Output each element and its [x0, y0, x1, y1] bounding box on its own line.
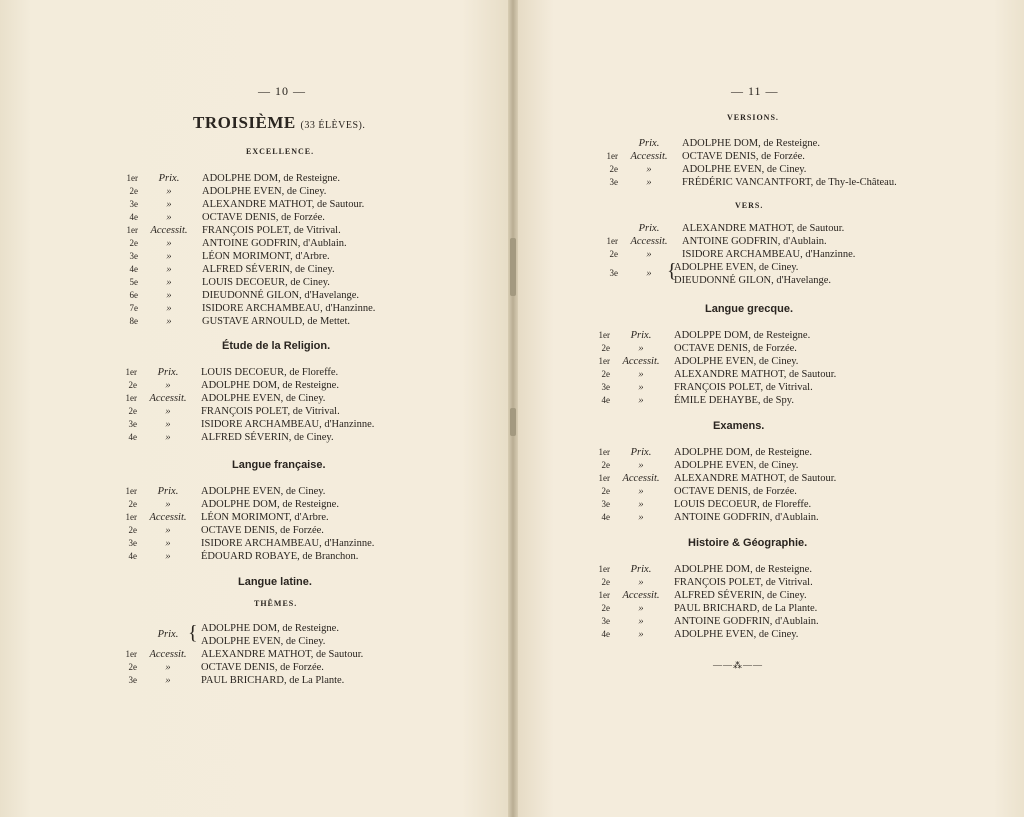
rank: 1er [598, 447, 610, 457]
award-kind: » [165, 675, 171, 686]
list-item [600, 151, 1000, 163]
student-name: ALFRED SÉVERIN, de Ciney. [674, 590, 807, 601]
student-name: ISIDORE ARCHAMBEAU, d'Hanzinne. [201, 419, 375, 430]
award-kind: » [165, 419, 171, 430]
student-name: ADOLPHE DOM, de Resteigne. [674, 564, 812, 575]
list-item [600, 223, 1000, 235]
rank: 2e [128, 525, 137, 535]
rank: 7e [129, 303, 138, 313]
award-kind: » [646, 177, 652, 188]
list-item [592, 369, 992, 381]
list-item [120, 264, 520, 276]
rank: 1er [598, 330, 610, 340]
list-item [120, 303, 520, 315]
student-name: OCTAVE DENIS, de Forzée. [201, 662, 324, 673]
list-item [119, 367, 519, 379]
award-kind: Accessit. [622, 473, 660, 484]
student-name: ADOLPHE DOM, de Resteigne. [682, 138, 820, 149]
rank: 8e [129, 316, 138, 326]
award-kind: » [638, 395, 644, 406]
award-kind: » [638, 460, 644, 471]
list-item [600, 249, 1000, 261]
student-name: ADOLPHE DOM, de Resteigne. [201, 499, 339, 510]
list-item [119, 538, 519, 550]
rank: 1er [606, 151, 618, 161]
award-kind: » [166, 186, 172, 197]
list-item [119, 393, 519, 405]
rank: 4e [128, 432, 137, 442]
list-item [592, 564, 992, 576]
list-item [592, 512, 992, 524]
list-item [120, 290, 520, 302]
rank: 3e [129, 251, 138, 261]
award-kind: » [166, 212, 172, 223]
rank: 4e [601, 512, 610, 522]
rank: 4e [128, 551, 137, 561]
list-item [592, 577, 992, 589]
rank: 1er [126, 173, 138, 183]
section-heading-francaise: Langue française. [232, 459, 326, 471]
rank: 3e [128, 538, 137, 548]
list-item [120, 173, 520, 185]
award-kind: » [638, 499, 644, 510]
award-kind: Prix. [157, 486, 179, 497]
rank: 2e [128, 380, 137, 390]
student-name: LÉON MORIMONT, d'Arbre. [201, 512, 329, 523]
list-item [120, 251, 520, 263]
section-heading-latine: Langue latine. [238, 576, 312, 588]
rank: 2e [601, 486, 610, 496]
student-name: ÉDOUARD ROBAYE, de Branchon. [201, 551, 359, 562]
student-name: ALEXANDRE MATHOT, de Sautour. [201, 649, 364, 660]
list-item [592, 395, 992, 407]
list-item [592, 382, 992, 394]
rank: 3e [601, 499, 610, 509]
rank: 2e [609, 249, 618, 259]
rank: 3e [128, 419, 137, 429]
award-kind: Accessit. [630, 151, 668, 162]
award-kind: » [638, 512, 644, 523]
student-name: DIEUDONNÉ GILON, d'Havelange. [674, 275, 832, 286]
list-item [592, 460, 992, 472]
award-kind: » [646, 249, 652, 260]
rank: 2e [129, 186, 138, 196]
list-item [600, 138, 1000, 150]
student-name: ALEXANDRE MATHOT, de Sautour. [202, 199, 365, 210]
list-item [592, 356, 992, 368]
award-kind: » [166, 251, 172, 262]
binding-stitch [510, 238, 516, 296]
rank: 3e [129, 199, 138, 209]
rank: 1er [598, 473, 610, 483]
right-page [513, 0, 1024, 817]
student-count: (33 ÉLÈVES). [300, 120, 366, 131]
list-item [120, 199, 520, 211]
student-name: ALEXANDRE MATHOT, de Sautour. [674, 369, 837, 380]
award-kind: » [165, 551, 171, 562]
list-item [592, 343, 992, 355]
rank: 1er [598, 590, 610, 600]
rank: 3e [128, 675, 137, 685]
rank: 5e [129, 277, 138, 287]
list-item [120, 277, 520, 289]
rank: 6e [129, 290, 138, 300]
student-name: OCTAVE DENIS, de Forzée. [682, 151, 805, 162]
list-item [119, 406, 519, 418]
rank: 3e [601, 382, 610, 392]
list-item [119, 432, 519, 444]
student-name: ADOLPHE EVEN, de Ciney. [674, 460, 799, 471]
student-name: ISIDORE ARCHAMBEAU, d'Hanzinne. [201, 538, 375, 549]
list-item [120, 238, 520, 250]
student-name: OCTAVE DENIS, de Forzée. [674, 486, 797, 497]
rank: 1er [598, 356, 610, 366]
award-kind: » [646, 164, 652, 175]
student-name: ADOLPHE EVEN, de Ciney. [201, 486, 326, 497]
award-kind: » [166, 238, 172, 249]
student-name: ADOLPPE DOM, de Resteigne. [674, 330, 811, 341]
student-name: ADOLPHE DOM, de Resteigne. [201, 380, 339, 391]
rank: 1er [126, 225, 138, 235]
brace: { [667, 260, 677, 282]
student-name: LÉON MORIMONT, d'Arbre. [202, 251, 330, 262]
award-kind: » [166, 264, 172, 275]
student-name: ANTOINE GODFRIN, d'Aublain. [674, 616, 819, 627]
list-item [592, 603, 992, 615]
list-item [119, 636, 379, 648]
rank: 1er [125, 649, 137, 659]
student-name: DIEUDONNÉ GILON, d'Havelange. [202, 290, 360, 301]
list-item [119, 499, 519, 511]
award-kind: » [165, 662, 171, 673]
award-kind: Accessit. [630, 236, 668, 247]
list-item [592, 330, 992, 342]
rank: 3e [609, 268, 618, 278]
page-number: — 11 — [731, 84, 779, 98]
student-name: ISIDORE ARCHAMBEAU, d'Hanzinne. [682, 249, 856, 260]
rank: 3e [601, 616, 610, 626]
award-kind: » [638, 343, 644, 354]
student-name: FRANÇOIS POLET, de Vitrival. [202, 225, 341, 236]
section-heading-grecque: Langue grecque. [705, 303, 794, 315]
student-name: ANTOINE GODFRIN, d'Aublain. [674, 512, 819, 523]
award-kind: » [165, 525, 171, 536]
student-name: ALFRED SÉVERIN, de Ciney. [201, 432, 334, 443]
award-kind: » [165, 406, 171, 417]
rank: 2e [128, 499, 137, 509]
list-item [120, 212, 520, 224]
list-item [600, 236, 1000, 248]
student-name: ADOLPHE EVEN, de Ciney. [674, 629, 799, 640]
list-item [120, 186, 520, 198]
rank: 3e [609, 177, 618, 187]
award-kind: Accessit. [149, 393, 187, 404]
list-item [119, 419, 519, 431]
list-item [592, 590, 992, 602]
student-name: OCTAVE DENIS, de Forzée. [202, 212, 325, 223]
brace: { [188, 622, 198, 644]
award-kind: » [638, 382, 644, 393]
page-title [193, 113, 365, 133]
award-kind: Prix. [638, 223, 660, 234]
list-item [592, 262, 992, 274]
section-heading-examens: Examens. [713, 420, 765, 432]
student-name: PAUL BRICHARD, de La Plante. [201, 675, 345, 686]
student-name: ADOLPHE EVEN, de Ciney. [202, 186, 327, 197]
award-kind: » [165, 499, 171, 510]
list-item [119, 551, 519, 563]
list-item [592, 447, 992, 459]
student-name: ADOLPHE EVEN, de Ciney. [674, 262, 799, 273]
student-name: LOUIS DECOEUR, de Ciney. [202, 277, 330, 288]
award-kind: » [638, 629, 644, 640]
list-item [592, 629, 992, 641]
student-name: ISIDORE ARCHAMBEAU, d'Hanzinne. [202, 303, 376, 314]
list-item [592, 616, 992, 628]
section-label-themes: THÊMES. [254, 599, 298, 608]
award-kind: » [638, 486, 644, 497]
award-kind: » [638, 603, 644, 614]
award-kind: » [646, 268, 652, 279]
award-kind: » [166, 290, 172, 301]
award-kind: Prix. [630, 564, 652, 575]
class-name: TROISIÈME [193, 113, 296, 132]
student-name: FRÉDÉRIC VANCANTFORT, de Thy-le-Château. [682, 177, 897, 188]
award-kind: » [638, 369, 644, 380]
award-kind: » [166, 277, 172, 288]
student-name: ALEXANDRE MATHOT, de Sautour. [674, 473, 837, 484]
award-kind: Accessit. [149, 512, 187, 523]
list-item [119, 662, 519, 674]
rank: 1er [125, 512, 137, 522]
award-kind: » [165, 538, 171, 549]
binding-stitch [510, 408, 516, 436]
student-name: ADOLPHE DOM, de Resteigne. [202, 173, 340, 184]
award-kind: » [166, 303, 172, 314]
student-name: ADOLPHE EVEN, de Ciney. [201, 393, 326, 404]
rank: 1er [125, 367, 137, 377]
rank: 4e [601, 395, 610, 405]
award-kind: » [165, 380, 171, 391]
section-label-excellence: EXCELLENCE. [246, 147, 315, 156]
student-name: ALFRED SÉVERIN, de Ciney. [202, 264, 335, 275]
student-name: FRANÇOIS POLET, de Vitrival. [674, 577, 813, 588]
section-heading-religion: Étude de la Religion. [222, 340, 331, 352]
list-item [600, 164, 1000, 176]
list-item [119, 380, 519, 392]
student-name: LOUIS DECOEUR, de Floreffe. [201, 367, 339, 378]
rank: 1er [606, 236, 618, 246]
student-name: ADOLPHE EVEN, de Ciney. [674, 356, 799, 367]
award-kind: » [166, 199, 172, 210]
rank: 2e [601, 369, 610, 379]
award-kind: Prix. [630, 447, 652, 458]
list-item [119, 623, 379, 635]
section-label-vers: VERS. [735, 201, 764, 210]
award-kind: Accessit. [622, 356, 660, 367]
award-kind: Prix. [638, 138, 660, 149]
list-item [119, 486, 519, 498]
rank: 2e [601, 577, 610, 587]
list-item [592, 275, 992, 287]
award-kind: Prix. [157, 367, 179, 378]
student-name: ÉMILE DEHAYBE, de Spy. [674, 395, 794, 406]
student-name: OCTAVE DENIS, de Forzée. [674, 343, 797, 354]
ornament: ——⁂—— [713, 660, 763, 670]
rank: 4e [601, 629, 610, 639]
list-item [600, 177, 1000, 189]
student-name: ADOLPHE EVEN, de Ciney. [682, 164, 807, 175]
rank: 1er [598, 564, 610, 574]
student-name: ADOLPHE DOM, de Resteigne. [674, 447, 812, 458]
rank: 1er [125, 393, 137, 403]
section-label-versions: VERSIONS. [727, 113, 779, 122]
student-name: ANTOINE GODFRIN, d'Aublain. [682, 236, 827, 247]
student-name: LOUIS DECOEUR, de Floreffe. [674, 499, 812, 510]
list-item [120, 316, 520, 328]
list-item [592, 473, 992, 485]
award-kind: » [638, 616, 644, 627]
list-item [592, 486, 992, 498]
award-kind: » [165, 432, 171, 443]
rank: 2e [601, 343, 610, 353]
student-name: ANTOINE GODFRIN, d'Aublain. [202, 238, 347, 249]
student-name: OCTAVE DENIS, de Forzée. [201, 525, 324, 536]
award-kind: Accessit. [150, 225, 188, 236]
list-item [119, 649, 519, 661]
award-kind: Prix. [630, 330, 652, 341]
rank: 4e [129, 264, 138, 274]
award-kind: » [638, 577, 644, 588]
award-kind: Accessit. [149, 649, 187, 660]
student-name: GUSTAVE ARNOULD, de Mettet. [202, 316, 350, 327]
rank: 2e [601, 603, 610, 613]
student-name: FRANÇOIS POLET, de Vitrival. [674, 382, 813, 393]
student-name: ADOLPHE DOM, de Resteigne. [201, 623, 339, 634]
rank: 4e [129, 212, 138, 222]
student-name: FRANÇOIS POLET, de Vitrival. [201, 406, 340, 417]
rank: 2e [601, 460, 610, 470]
rank: 1er [125, 486, 137, 496]
list-item [592, 499, 992, 511]
student-name: ALEXANDRE MATHOT, de Sautour. [682, 223, 845, 234]
list-item [119, 525, 519, 537]
rank: 2e [128, 662, 137, 672]
award-kind: Prix. [157, 629, 179, 640]
section-heading-histoire: Histoire & Géographie. [688, 537, 808, 549]
student-name: PAUL BRICHARD, de La Plante. [674, 603, 818, 614]
award-kind: Accessit. [622, 590, 660, 601]
rank: 2e [128, 406, 137, 416]
list-item [119, 512, 519, 524]
rank: 2e [129, 238, 138, 248]
student-name: ADOLPHE EVEN, de Ciney. [201, 636, 326, 647]
list-item [120, 225, 520, 237]
award-kind: Prix. [158, 173, 180, 184]
list-item [119, 675, 519, 687]
award-kind: » [166, 316, 172, 327]
page-number: — 10 — [258, 84, 306, 98]
rank: 2e [609, 164, 618, 174]
